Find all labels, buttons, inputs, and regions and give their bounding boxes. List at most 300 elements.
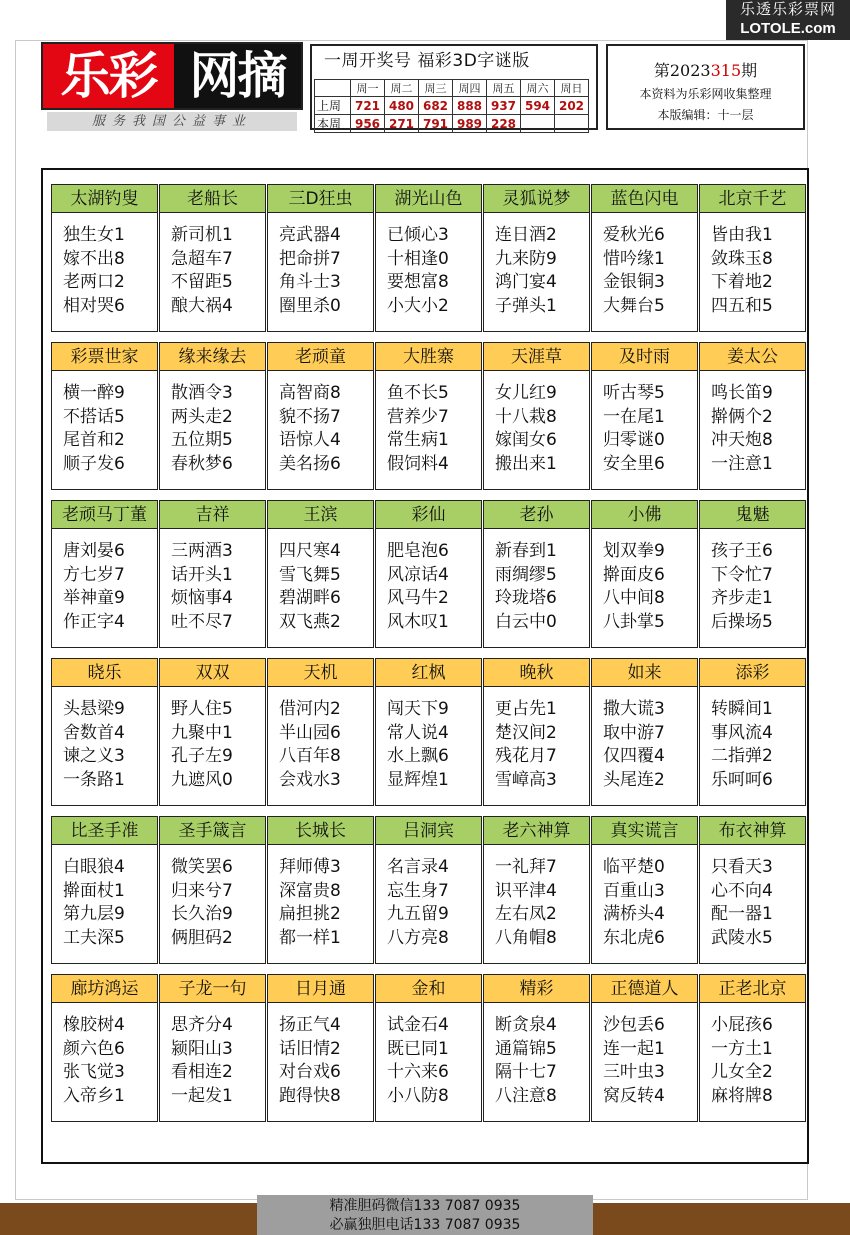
riddle-line: 归零谜0 xyxy=(603,430,665,450)
riddle-line: 俩胆码2 xyxy=(171,927,233,948)
riddle-card-title: 真实谎言 xyxy=(592,817,697,845)
riddle-line: 借河内2 xyxy=(279,699,341,719)
riddle-card-lines xyxy=(700,529,805,634)
riddle-card-title: 比圣手准 xyxy=(52,817,157,845)
riddle-card-title: 彩票世家 xyxy=(52,343,157,371)
riddle-line: 八角帽8 xyxy=(495,927,557,948)
riddle-line: 鱼不长5 xyxy=(387,383,449,403)
riddle-card-lines xyxy=(52,371,157,476)
day-header: 周五 xyxy=(487,80,521,97)
riddle-line: 营养少7 xyxy=(387,406,449,427)
riddle-line: 九遮风0 xyxy=(171,769,233,790)
riddle-line: 风木叹1 xyxy=(387,611,449,632)
riddle-line: 擀面皮6 xyxy=(603,564,665,585)
riddle-card-title: 吉祥 xyxy=(160,501,265,529)
riddle-card-title: 小佛 xyxy=(592,501,697,529)
riddle-card-title: 蓝色闪电 xyxy=(592,185,697,213)
riddle-card-lines xyxy=(52,1003,157,1108)
riddle-line: 儿女全2 xyxy=(711,1062,773,1082)
riddle-line: 鸿门宴4 xyxy=(495,272,557,292)
riddle-card xyxy=(375,342,482,490)
riddle-line: 头尾连2 xyxy=(603,769,665,790)
riddle-line: 角斗士3 xyxy=(279,272,341,292)
riddle-line: 一条路1 xyxy=(63,769,125,790)
day-header: 周六 xyxy=(521,80,555,97)
draw-table xyxy=(314,79,589,133)
riddle-line: 舍数首4 xyxy=(63,722,125,743)
riddle-card-title: 日月通 xyxy=(268,975,373,1003)
riddle-card-lines xyxy=(376,687,481,792)
riddle-line: 连日酒2 xyxy=(495,225,557,245)
riddle-line: 忘生身7 xyxy=(387,880,449,901)
riddle-card-lines xyxy=(700,213,805,318)
riddle-card-lines xyxy=(700,371,805,476)
riddle-card xyxy=(159,184,266,332)
riddle-line: 断贪泉4 xyxy=(495,1015,557,1035)
riddle-card xyxy=(51,500,158,648)
riddle-line: 深富贵8 xyxy=(279,880,341,901)
riddle-line: 事风流4 xyxy=(711,722,773,743)
riddle-card-title: 双双 xyxy=(160,659,265,687)
riddle-line: 亮武器4 xyxy=(279,225,341,245)
riddle-line: 横一醉9 xyxy=(63,383,125,403)
riddle-line: 左右凤2 xyxy=(495,904,557,924)
riddle-line: 思齐分4 xyxy=(171,1015,233,1035)
riddle-card-lines xyxy=(268,1003,373,1108)
riddle-card xyxy=(375,974,482,1122)
riddle-card xyxy=(591,974,698,1122)
riddle-card xyxy=(483,342,590,490)
draw-results-box xyxy=(310,44,598,130)
riddle-card-lines xyxy=(376,213,481,318)
riddle-line: 窝反转4 xyxy=(603,1085,665,1106)
riddle-card xyxy=(159,500,266,648)
riddle-line: 归来兮7 xyxy=(171,880,233,901)
riddle-line: 对台戏6 xyxy=(279,1062,341,1082)
riddle-card-title: 老六神算 xyxy=(484,817,589,845)
riddle-card-lines xyxy=(160,1003,265,1108)
riddle-line: 橡胶树4 xyxy=(63,1015,125,1035)
riddle-line: 方七岁7 xyxy=(63,564,125,585)
riddle-line: 鸣长笛9 xyxy=(711,383,773,403)
riddle-line: 擀俩个2 xyxy=(711,406,773,427)
riddle-card-title: 红枫 xyxy=(376,659,481,687)
riddle-line: 都一样1 xyxy=(279,927,341,948)
riddle-line: 长久治9 xyxy=(171,904,233,924)
riddle-line: 独生女1 xyxy=(63,225,125,245)
riddle-line: 一方土1 xyxy=(711,1038,773,1059)
riddle-card xyxy=(699,184,806,332)
riddle-line: 碧湖畔6 xyxy=(279,588,341,608)
riddle-card-title: 老顽童 xyxy=(268,343,373,371)
riddle-line: 顺子发6 xyxy=(63,453,125,474)
riddle-card-lines xyxy=(160,371,265,476)
riddle-card-lines xyxy=(592,529,697,634)
riddle-line: 子弹头1 xyxy=(495,295,557,316)
footer-contact xyxy=(257,1195,593,1235)
riddle-card-title: 灵狐说梦 xyxy=(484,185,589,213)
riddle-card xyxy=(267,342,374,490)
draw-number: 480 xyxy=(385,97,419,115)
riddle-line: 擀面杖1 xyxy=(63,880,125,901)
riddle-line: 残花月7 xyxy=(495,746,557,766)
riddle-card-title: 老孙 xyxy=(484,501,589,529)
draw-title: 一周开奖号 福彩3D字谜版 xyxy=(324,51,530,71)
riddle-line: 满桥头4 xyxy=(603,904,665,924)
riddle-line: 双飞燕2 xyxy=(279,611,341,632)
riddle-line: 听古琴5 xyxy=(603,383,665,403)
riddle-line: 惜吟缘1 xyxy=(603,248,665,269)
riddle-line: 玲珑塔6 xyxy=(495,588,557,608)
riddle-line: 高智商8 xyxy=(279,383,341,403)
riddle-card-title: 如来 xyxy=(592,659,697,687)
riddle-card xyxy=(51,184,158,332)
riddle-line: 敛珠玉8 xyxy=(711,248,773,269)
riddle-line: 乐呵呵6 xyxy=(711,769,773,790)
riddle-card xyxy=(483,500,590,648)
riddle-card-lines xyxy=(160,213,265,318)
riddle-card-title: 正老北京 xyxy=(700,975,805,1003)
riddle-card-title: 老顽马丁董 xyxy=(52,501,157,529)
riddle-line: 谏之义3 xyxy=(63,746,125,766)
watermark-en: LOTOLE.com xyxy=(740,20,836,37)
riddle-line: 第九层9 xyxy=(63,904,125,924)
issue-number xyxy=(608,58,803,81)
riddle-line: 不搭话5 xyxy=(63,406,125,427)
riddle-line: 肥皂泡6 xyxy=(387,541,449,561)
riddle-line: 一礼拜7 xyxy=(495,857,557,877)
riddle-line: 不留距5 xyxy=(171,272,233,292)
riddle-line: 唐刘晏6 xyxy=(63,541,125,561)
riddle-card-title: 金和 xyxy=(376,975,481,1003)
draw-number: 989 xyxy=(453,115,487,133)
riddle-card-lines xyxy=(52,845,157,950)
riddle-card-title: 姜太公 xyxy=(700,343,805,371)
riddle-card-lines xyxy=(484,529,589,634)
draw-number: 271 xyxy=(385,115,419,133)
riddle-line: 九五留9 xyxy=(387,904,449,924)
riddle-card-title: 正德道人 xyxy=(592,975,697,1003)
riddle-card-lines xyxy=(484,845,589,950)
riddle-line: 八百年8 xyxy=(279,746,341,766)
riddle-card xyxy=(51,974,158,1122)
riddle-line: 转瞬间1 xyxy=(711,699,773,719)
riddle-card xyxy=(267,184,374,332)
riddle-card-lines xyxy=(592,213,697,318)
riddle-card xyxy=(51,658,158,806)
riddle-line: 圈里杀0 xyxy=(279,295,341,316)
riddle-line: 百重山3 xyxy=(603,880,665,901)
riddle-line: 新司机1 xyxy=(171,225,233,245)
draw-number: 594 xyxy=(521,97,555,115)
riddle-card-lines xyxy=(52,213,157,318)
riddle-line: 爱秋光6 xyxy=(603,225,665,245)
day-header: 周二 xyxy=(385,80,419,97)
riddle-line: 闯天下9 xyxy=(387,699,449,719)
riddle-line: 把命拼7 xyxy=(279,248,341,269)
draw-number: 791 xyxy=(419,115,453,133)
riddle-line: 划双拳9 xyxy=(603,541,665,561)
riddle-line: 一注意1 xyxy=(711,453,773,474)
riddle-grid xyxy=(41,168,809,1164)
riddle-line: 已倾心3 xyxy=(387,225,449,245)
day-header: 周三 xyxy=(419,80,453,97)
riddle-card-lines xyxy=(268,371,373,476)
riddle-card-lines xyxy=(592,1003,697,1108)
riddle-line: 女儿红9 xyxy=(495,383,557,403)
footer-line-phone: 必赢独胆电话133 7087 0935 xyxy=(329,1217,521,1233)
riddle-card xyxy=(375,658,482,806)
draw-number: 721 xyxy=(351,97,385,115)
issue-info-box xyxy=(606,44,805,130)
riddle-card-title: 鬼魅 xyxy=(700,501,805,529)
riddle-card xyxy=(51,342,158,490)
riddle-line: 话旧情2 xyxy=(279,1038,341,1059)
riddle-line: 嫁闺女6 xyxy=(495,430,557,450)
riddle-line: 皆由我1 xyxy=(711,225,773,245)
riddle-line: 仅四覆4 xyxy=(603,746,665,766)
riddle-card-title: 布衣神算 xyxy=(700,817,805,845)
riddle-card xyxy=(375,816,482,964)
riddle-card xyxy=(483,974,590,1122)
riddle-line: 十六来6 xyxy=(387,1062,449,1082)
riddle-card-title: 及时雨 xyxy=(592,343,697,371)
riddle-line: 半山园6 xyxy=(279,722,341,743)
riddle-line: 八中间8 xyxy=(603,588,665,608)
watermark-cn: 乐透乐彩票网 xyxy=(739,0,836,18)
riddle-card-title: 精彩 xyxy=(484,975,589,1003)
riddle-line: 孔子左9 xyxy=(171,746,233,766)
riddle-card-lines xyxy=(592,845,697,950)
day-header: 周一 xyxy=(351,80,385,97)
riddle-card xyxy=(267,816,374,964)
issue-suffix: 期 xyxy=(741,61,758,80)
riddle-line: 看相连2 xyxy=(171,1062,233,1082)
riddle-card-title: 三D狂虫 xyxy=(268,185,373,213)
riddle-line: 急超车7 xyxy=(171,248,233,269)
riddle-card-lines xyxy=(268,213,373,318)
riddle-line: 张飞觉3 xyxy=(63,1062,125,1082)
riddle-card-title: 大胜寨 xyxy=(376,343,481,371)
logo xyxy=(41,42,303,110)
riddle-line: 金银铜3 xyxy=(603,272,665,292)
issue-number-value: 315 xyxy=(710,61,742,80)
draw-number: 228 xyxy=(487,115,521,133)
riddle-card xyxy=(591,184,698,332)
riddle-card-lines xyxy=(376,371,481,476)
riddle-line: 八注意8 xyxy=(495,1085,557,1106)
riddle-card-title: 晓乐 xyxy=(52,659,157,687)
riddle-line: 十相逢0 xyxy=(387,248,449,269)
riddle-line: 小八防8 xyxy=(387,1085,449,1106)
site-watermark xyxy=(726,0,850,40)
riddle-card-title: 晚秋 xyxy=(484,659,589,687)
riddle-card-lines xyxy=(484,213,589,318)
riddle-line: 只看天3 xyxy=(711,857,773,877)
draw-header-blank xyxy=(315,80,351,97)
riddle-line: 雪嶂高3 xyxy=(495,769,557,790)
riddle-line: 配一器1 xyxy=(711,904,773,924)
riddle-line: 散酒令3 xyxy=(171,383,233,403)
riddle-line: 下令忙7 xyxy=(711,564,773,585)
riddle-card-lines xyxy=(376,845,481,950)
riddle-line: 沙包丢6 xyxy=(603,1015,665,1035)
riddle-line: 一在尾1 xyxy=(603,406,665,427)
riddle-card-title: 添彩 xyxy=(700,659,805,687)
day-header: 周日 xyxy=(555,80,589,97)
riddle-card-title: 廊坊鸿运 xyxy=(52,975,157,1003)
riddle-card-title: 王滨 xyxy=(268,501,373,529)
riddle-card xyxy=(159,974,266,1122)
riddle-card-title: 北京千艺 xyxy=(700,185,805,213)
riddle-line: 水上飘6 xyxy=(387,746,449,766)
riddle-line: 孩子王6 xyxy=(711,541,773,561)
riddle-card-lines xyxy=(160,529,265,634)
riddle-line: 连一起1 xyxy=(603,1038,665,1059)
riddle-line: 试金石4 xyxy=(387,1015,449,1035)
draw-number xyxy=(555,115,589,133)
riddle-line: 嫁不出8 xyxy=(63,248,125,269)
riddle-line: 风马牛2 xyxy=(387,588,449,608)
riddle-line: 雪飞舞5 xyxy=(279,564,341,585)
riddle-line: 显辉煌1 xyxy=(387,769,449,790)
riddle-line: 话开头1 xyxy=(171,564,233,585)
riddle-card xyxy=(267,658,374,806)
riddle-line: 一起发1 xyxy=(171,1085,233,1106)
logo-right-text: 网摘 xyxy=(174,44,301,108)
riddle-line: 酿大祸4 xyxy=(171,295,233,316)
riddle-line: 三两酒3 xyxy=(171,541,233,561)
riddle-card xyxy=(267,500,374,648)
riddle-card xyxy=(699,816,806,964)
riddle-line: 东北虎6 xyxy=(603,927,665,948)
riddle-line: 假饲料4 xyxy=(387,453,449,474)
draw-number: 202 xyxy=(555,97,589,115)
riddle-line: 入帝乡1 xyxy=(63,1085,125,1106)
riddle-line: 两头走2 xyxy=(171,406,233,427)
riddle-card xyxy=(375,184,482,332)
riddle-line: 拜师傅3 xyxy=(279,857,341,877)
riddle-line: 老两口2 xyxy=(63,272,125,292)
riddle-line: 搬出来1 xyxy=(495,453,557,474)
riddle-card-lines xyxy=(52,529,157,634)
riddle-line: 九来防9 xyxy=(495,248,557,269)
riddle-card xyxy=(159,342,266,490)
riddle-card-lines xyxy=(592,371,697,476)
riddle-line: 头悬梁9 xyxy=(63,699,125,719)
riddle-card-lines xyxy=(376,1003,481,1108)
riddle-line: 八方亮8 xyxy=(387,927,449,948)
riddle-line: 麻将牌8 xyxy=(711,1085,773,1106)
riddle-line: 作正字4 xyxy=(63,611,125,632)
draw-number: 682 xyxy=(419,97,453,115)
riddle-card-lines xyxy=(52,687,157,792)
riddle-card-lines xyxy=(484,371,589,476)
riddle-card xyxy=(483,658,590,806)
riddle-line: 二指弹2 xyxy=(711,746,773,766)
riddle-line: 白云中0 xyxy=(495,611,557,632)
draw-number: 888 xyxy=(453,97,487,115)
riddle-card xyxy=(699,974,806,1122)
riddle-line: 九聚中1 xyxy=(171,722,233,743)
riddle-line: 识平津4 xyxy=(495,880,557,901)
riddle-card xyxy=(699,500,806,648)
issue-prefix: 第2023 xyxy=(653,61,711,80)
draw-number: 956 xyxy=(351,115,385,133)
riddle-card xyxy=(591,500,698,648)
riddle-card xyxy=(159,816,266,964)
row-label: 上周 xyxy=(315,97,351,115)
riddle-card-title: 天涯草 xyxy=(484,343,589,371)
riddle-card-title: 天机 xyxy=(268,659,373,687)
riddle-card-title: 子龙一句 xyxy=(160,975,265,1003)
riddle-card xyxy=(159,658,266,806)
riddle-line: 取中游7 xyxy=(603,722,665,743)
riddle-line: 举神童9 xyxy=(63,588,125,608)
riddle-card-title: 缘来缘去 xyxy=(160,343,265,371)
riddle-card-lines xyxy=(268,845,373,950)
footer-line-wechat: 精准胆码微信133 7087 0935 xyxy=(329,1198,521,1214)
riddle-line: 常人说4 xyxy=(387,722,449,743)
riddle-line: 心不向4 xyxy=(711,880,773,901)
riddle-card-lines xyxy=(592,687,697,792)
riddle-card xyxy=(51,816,158,964)
riddle-card-title: 长城长 xyxy=(268,817,373,845)
riddle-card-lines xyxy=(160,845,265,950)
riddle-line: 五位期5 xyxy=(171,430,233,450)
riddle-card-lines xyxy=(160,687,265,792)
riddle-card-lines xyxy=(376,529,481,634)
riddle-line: 四五和5 xyxy=(711,295,773,316)
riddle-card-title: 湖光山色 xyxy=(376,185,481,213)
riddle-card-lines xyxy=(700,687,805,792)
riddle-line: 隔十七7 xyxy=(495,1062,557,1082)
riddle-line: 撒大谎3 xyxy=(603,699,665,719)
riddle-line: 楚汉间2 xyxy=(495,722,557,743)
riddle-line: 跑得快8 xyxy=(279,1085,341,1106)
riddle-card xyxy=(591,658,698,806)
riddle-line: 临平楚0 xyxy=(603,857,665,877)
riddle-line: 扬正气4 xyxy=(279,1015,341,1035)
riddle-line: 颍阳山3 xyxy=(171,1038,233,1059)
riddle-line: 貌不扬7 xyxy=(279,406,341,427)
riddle-line: 冲天炮8 xyxy=(711,430,773,450)
riddle-line: 名言录4 xyxy=(387,857,449,877)
riddle-card xyxy=(591,342,698,490)
riddle-card-lines xyxy=(700,1003,805,1108)
riddle-line: 微笑罢6 xyxy=(171,857,233,877)
riddle-card xyxy=(699,342,806,490)
issue-source-note: 本资料为乐彩网收集整理 xyxy=(639,87,772,101)
slogan: 服务我国公益事业 xyxy=(47,112,297,131)
riddle-card-lines xyxy=(484,687,589,792)
draw-number: 937 xyxy=(487,97,521,115)
riddle-line: 小大小2 xyxy=(387,295,449,316)
riddle-card xyxy=(483,816,590,964)
riddle-line: 齐步走1 xyxy=(711,588,773,608)
riddle-line: 下着地2 xyxy=(711,272,773,292)
riddle-line: 风凉话4 xyxy=(387,564,449,585)
riddle-line: 八卦掌5 xyxy=(603,611,665,632)
riddle-line: 三叶虫3 xyxy=(603,1062,665,1082)
riddle-card-title: 老船长 xyxy=(160,185,265,213)
riddle-line: 美名扬6 xyxy=(279,453,341,474)
issue-editor: 本版编辑：十一层 xyxy=(657,108,754,122)
riddle-line: 扁担挑2 xyxy=(279,904,341,924)
riddle-card xyxy=(699,658,806,806)
riddle-line: 小屁孩6 xyxy=(711,1015,773,1035)
day-header: 周四 xyxy=(453,80,487,97)
